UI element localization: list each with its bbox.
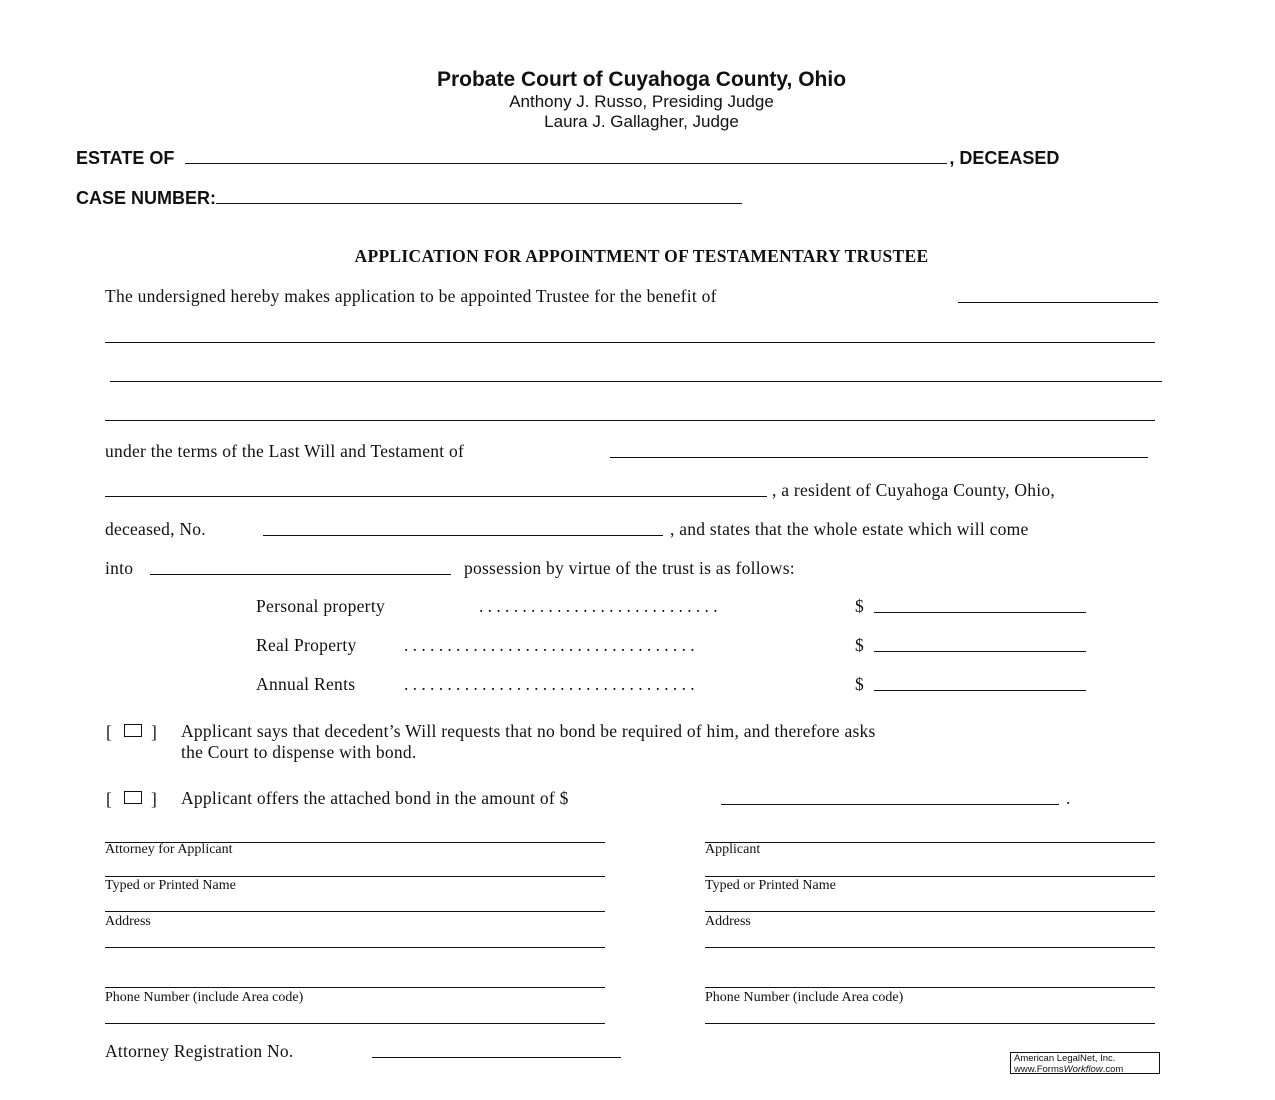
- no-bond-checkbox[interactable]: [124, 724, 142, 737]
- annual-rents-amount[interactable]: [874, 690, 1086, 691]
- real-property-amount[interactable]: [874, 651, 1086, 652]
- legalnet-badge: [1010, 1052, 1160, 1074]
- applicant-label: Applicant: [705, 842, 761, 857]
- attorney-address-line-2[interactable]: [105, 947, 605, 948]
- case-number-row: [76, 188, 742, 209]
- deceased-label: , DECEASED: [949, 148, 1060, 168]
- offer-bond-bracket-close: ]: [151, 789, 157, 809]
- applicant-address-line[interactable]: [705, 911, 1155, 912]
- applicant-phone-line[interactable]: [705, 987, 1155, 988]
- offer-bond-checkbox[interactable]: [124, 791, 142, 804]
- no-bond-text-line1: Applicant says that decedent’s Will requests that no bond be required of him, and therefore asks: [181, 721, 876, 741]
- form-title: APPLICATION FOR APPOINTMENT OF TESTAMENTARY TRUSTEE: [354, 246, 929, 266]
- personal-property-dots: ............................: [479, 596, 722, 616]
- beneficiary-line-4[interactable]: [105, 420, 1155, 421]
- case-number-field[interactable]: [216, 189, 742, 204]
- bond-period: .: [1066, 788, 1071, 808]
- testator-line-2[interactable]: [105, 496, 767, 497]
- offer-bond-text: Applicant offers the attached bond in the amount of $: [181, 788, 569, 808]
- real-property-currency: $: [855, 635, 865, 655]
- real-property-dots: ..................................: [404, 635, 699, 655]
- no-bond-bracket-close: ]: [151, 722, 157, 742]
- terms-text: under the terms of the Last Will and Testament of: [105, 441, 465, 461]
- beneficiary-field[interactable]: [958, 302, 1158, 303]
- deceased-no-text: deceased, No.: [105, 519, 206, 539]
- offer-bond-bracket-open: [: [106, 789, 112, 809]
- applicant-signature-line[interactable]: [705, 842, 1155, 843]
- possession-text: possession by virtue of the trust is as follows:: [464, 558, 795, 578]
- deceased-number-field[interactable]: [263, 535, 663, 536]
- applicant-phone-label: Phone Number (include Area code): [705, 990, 904, 1005]
- case-number-label: CASE NUMBER:: [76, 188, 217, 208]
- presiding-judge: Anthony J. Russo, Presiding Judge: [509, 92, 774, 111]
- applicant-address-label: Address: [705, 914, 751, 929]
- no-bond-bracket-open: [: [106, 722, 112, 742]
- attorney-phone-line[interactable]: [105, 987, 605, 988]
- attorney-name-line[interactable]: [105, 876, 605, 877]
- resident-text: , a resident of Cuyahoga County, Ohio,: [772, 480, 1055, 500]
- applicant-address-line-2[interactable]: [705, 947, 1155, 948]
- estate-of-label: ESTATE OF: [76, 148, 175, 168]
- attorney-label: Attorney for Applicant: [105, 842, 233, 857]
- badge-url: [1014, 1065, 1156, 1076]
- real-property-label: Real Property: [256, 635, 357, 655]
- annual-rents-dots: ..................................: [404, 674, 699, 694]
- judge: Laura J. Gallagher, Judge: [544, 112, 739, 131]
- attorney-phone-label: Phone Number (include Area code): [105, 990, 304, 1005]
- registration-field[interactable]: [372, 1057, 621, 1058]
- estate-name-field[interactable]: [185, 149, 947, 164]
- badge-company: American LegalNet, Inc.: [1014, 1053, 1116, 1064]
- badge-url-prefix: www.Forms: [1014, 1063, 1064, 1075]
- benefit-line: [105, 286, 717, 307]
- applicant-extra-line[interactable]: [705, 1023, 1155, 1024]
- no-bond-text-line2: the Court to dispense with bond.: [181, 742, 417, 762]
- estate-of-row: [76, 148, 1059, 169]
- applicant-name-label: Typed or Printed Name: [705, 878, 836, 893]
- beneficiary-line-2[interactable]: [105, 342, 1155, 343]
- benefit-text: The undersigned hereby makes application to be appointed Trustee for the benefit of: [105, 286, 717, 306]
- attorney-address-line[interactable]: [105, 911, 605, 912]
- beneficiary-line-3[interactable]: [110, 381, 1162, 382]
- bond-amount-field[interactable]: [721, 804, 1059, 805]
- badge-url-italic: Workflow: [1063, 1063, 1103, 1075]
- registration-label: Attorney Registration No.: [105, 1041, 294, 1061]
- personal-property-amount[interactable]: [874, 612, 1086, 613]
- into-text: into: [105, 558, 134, 578]
- attorney-extra-line[interactable]: [105, 1023, 605, 1024]
- personal-property-label: Personal property: [256, 596, 386, 616]
- testator-field[interactable]: [610, 457, 1148, 458]
- attorney-address-label: Address: [105, 914, 151, 929]
- states-text: , and states that the whole estate which will come: [670, 519, 1029, 539]
- applicant-name-line[interactable]: [705, 876, 1155, 877]
- attorney-name-label: Typed or Printed Name: [105, 878, 236, 893]
- badge-url-suffix: .com: [1102, 1063, 1124, 1075]
- annual-rents-currency: $: [855, 674, 865, 694]
- possession-field[interactable]: [150, 574, 451, 575]
- annual-rents-label: Annual Rents: [256, 674, 356, 694]
- personal-property-currency: $: [855, 596, 865, 616]
- court-title: Probate Court of Cuyahoga County, Ohio: [436, 68, 847, 91]
